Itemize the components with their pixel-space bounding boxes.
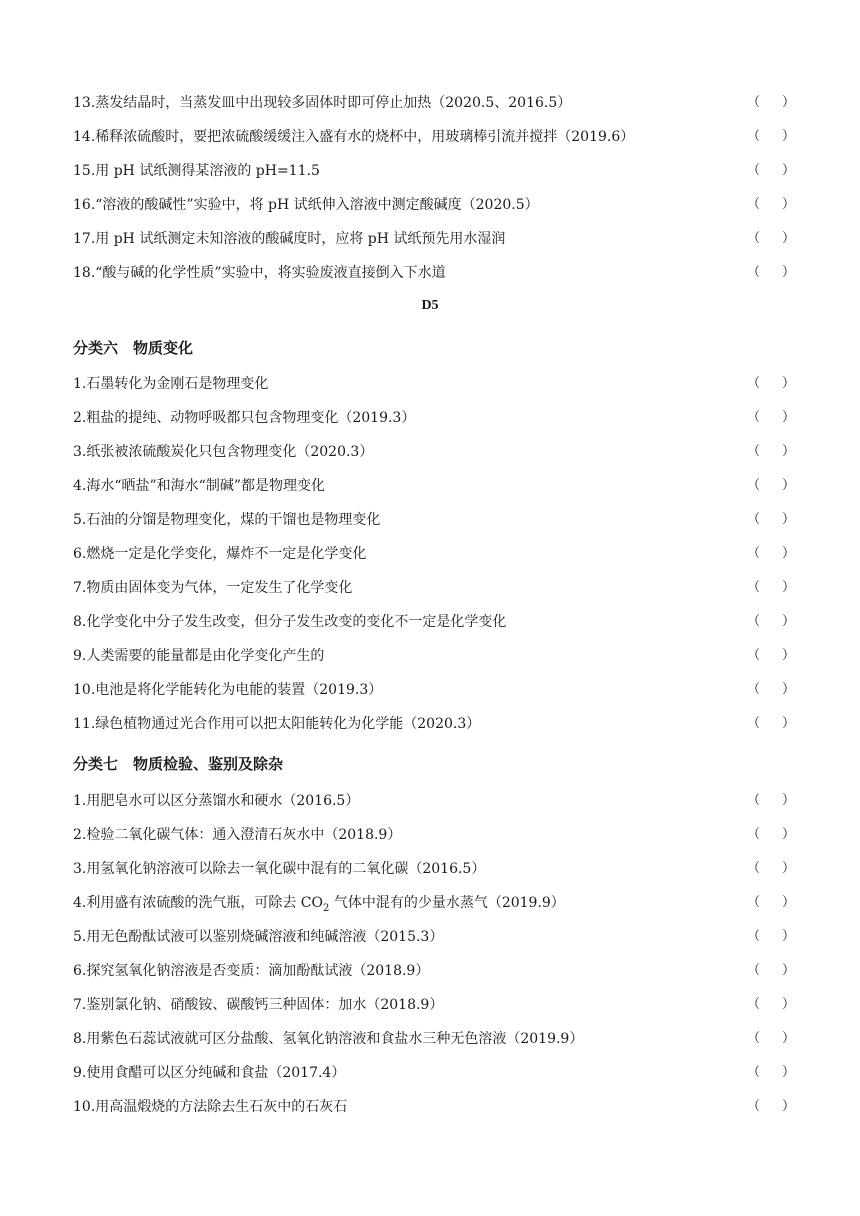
question-item xyxy=(73,469,795,503)
question-item xyxy=(73,1056,795,1090)
answer-bracket[interactable]: （ ） xyxy=(747,929,795,944)
question-item xyxy=(73,154,795,188)
answer-bracket[interactable]: （ ） xyxy=(747,997,795,1012)
divider-label: D5 xyxy=(421,298,439,313)
question-list-section6 xyxy=(73,367,795,741)
answer-bracket[interactable]: （ ） xyxy=(747,614,795,629)
answer-bracket[interactable]: （ ） xyxy=(747,682,795,697)
answer-bracket[interactable]: （ ） xyxy=(747,546,795,561)
question-item xyxy=(73,537,795,571)
answer-bracket[interactable]: （ ） xyxy=(747,716,795,731)
answer-bracket[interactable]: （ ） xyxy=(747,129,795,144)
question-text: 8.用紫色石蕊试液就可区分盐酸、氢氧化钠溶液和食盐水三种无色溶液（2019.9） xyxy=(73,1031,584,1047)
question-text: 3.用氢氧化钠溶液可以除去一氧化碳中混有的二氧化碳（2016.5） xyxy=(73,861,486,877)
question-text: 7.鉴别氯化钠、硝酸铵、碳酸钙三种固体：加水（2018.9） xyxy=(73,997,444,1013)
answer-bracket[interactable]: （ ） xyxy=(747,376,795,391)
answer-bracket[interactable]: （ ） xyxy=(747,793,795,808)
question-item xyxy=(73,401,795,435)
question-item xyxy=(73,188,795,222)
answer-bracket[interactable]: （ ） xyxy=(747,197,795,212)
question-item xyxy=(73,784,795,818)
question-text: 8.化学变化中分子发生改变，但分子发生改变的变化不一定是化学变化 xyxy=(73,614,507,630)
answer-bracket[interactable]: （ ） xyxy=(747,648,795,663)
answer-bracket[interactable]: （ ） xyxy=(747,827,795,842)
question-item xyxy=(73,120,795,154)
answer-bracket[interactable]: （ ） xyxy=(747,265,795,280)
question-text: 10.电池是将化学能转化为电能的装置（2019.3） xyxy=(73,682,383,698)
question-text: 11.绿色植物通过光合作用可以把太阳能转化为化学能（2020.3） xyxy=(73,716,481,732)
question-text: 3.纸张被浓硫酸炭化只包含物理变化（2020.3） xyxy=(73,444,374,460)
answer-bracket[interactable]: （ ） xyxy=(747,580,795,595)
question-item xyxy=(73,852,795,886)
question-text: 15.用 pH 试纸测得某溶液的 pH=11.5 xyxy=(73,163,320,179)
question-item xyxy=(73,818,795,852)
question-text: 17.用 pH 试纸测定未知溶液的酸碱度时，应将 pH 试纸预先用水湿润 xyxy=(73,231,506,247)
question-item xyxy=(73,367,795,401)
answer-bracket[interactable]: （ ） xyxy=(747,895,795,910)
question-text: 14.稀释浓硫酸时，要把浓硫酸缓缓注入盛有水的烧杯中，用玻璃棒引流并搅拌（2019.6） xyxy=(73,129,635,145)
question-item xyxy=(73,222,795,256)
question-item xyxy=(73,954,795,988)
subscript: 2 xyxy=(323,902,330,914)
question-list-intro xyxy=(73,86,795,290)
question-text: 1.用肥皂水可以区分蒸馏水和硬水（2016.5） xyxy=(73,793,360,809)
question-item xyxy=(73,1022,795,1056)
question-item xyxy=(73,605,795,639)
question-text: 9.人类需要的能量都是由化学变化产生的 xyxy=(73,648,325,664)
question-text: 5.石油的分馏是物理变化，煤的干馏也是物理变化 xyxy=(73,512,381,528)
answer-bracket[interactable]: （ ） xyxy=(747,1031,795,1046)
answer-bracket[interactable]: （ ） xyxy=(747,1065,795,1080)
question-item xyxy=(73,886,795,920)
question-item xyxy=(73,639,795,673)
question-list-section7 xyxy=(73,784,795,1124)
question-text: 9.使用食醋可以区分纯碱和食盐（2017.4） xyxy=(73,1065,346,1081)
question-text: 10.用高温煅烧的方法除去生石灰中的石灰石 xyxy=(73,1099,348,1115)
question-item xyxy=(73,86,795,120)
answer-bracket[interactable]: （ ） xyxy=(747,163,795,178)
question-item xyxy=(73,988,795,1022)
question-item xyxy=(73,435,795,469)
answer-bracket[interactable]: （ ） xyxy=(747,512,795,527)
question-item xyxy=(73,707,795,741)
answer-bracket[interactable]: （ ） xyxy=(747,95,795,110)
question-text: 18.“酸与碱的化学性质”实验中，将实验废液直接倒入下水道 xyxy=(73,265,446,281)
question-text: 4.利用盛有浓硫酸的洗气瓶，可除去 $CO_2$ 气体中混有的少量水蒸气（2019.9） xyxy=(73,895,565,914)
question-item xyxy=(73,1090,795,1124)
question-text: 6.探究氢氧化钠溶液是否变质：滴加酚酞试液（2018.9） xyxy=(73,963,430,979)
question-item xyxy=(73,673,795,707)
section-title: 分类六 物质变化 xyxy=(73,339,194,357)
question-text: 7.物质由固体变为气体，一定发生了化学变化 xyxy=(73,580,353,596)
question-text: 2.粗盐的提纯、动物呼吸都只包含物理变化（2019.3） xyxy=(73,410,416,426)
answer-bracket[interactable]: （ ） xyxy=(747,231,795,246)
answer-bracket[interactable]: （ ） xyxy=(747,478,795,493)
question-text: 1.石墨转化为金刚石是物理变化 xyxy=(73,376,269,392)
question-item xyxy=(73,571,795,605)
question-item xyxy=(73,256,795,290)
question-text: 2.检验二氧化碳气体：通入澄清石灰水中（2018.9） xyxy=(73,827,402,843)
answer-bracket[interactable]: （ ） xyxy=(747,1099,795,1114)
answer-bracket[interactable]: （ ） xyxy=(747,861,795,876)
question-text: 6.燃烧一定是化学变化，爆炸不一定是化学变化 xyxy=(73,546,367,562)
question-text: 13.蒸发结晶时，当蒸发皿中出现较多固体时即可停止加热（2020.5、2016.5） xyxy=(73,95,572,111)
answer-bracket[interactable]: （ ） xyxy=(747,963,795,978)
question-text: 4.海水“晒盐”和海水“制碱”都是物理变化 xyxy=(73,478,325,494)
question-item xyxy=(73,503,795,537)
question-text: 16.“溶液的酸碱性”实验中，将 pH 试纸伸入溶液中测定酸碱度（2020.5） xyxy=(73,197,539,213)
answer-bracket[interactable]: （ ） xyxy=(747,444,795,459)
answer-bracket[interactable]: （ ） xyxy=(747,410,795,425)
question-item xyxy=(73,920,795,954)
section-title: 分类七 物质检验、鉴别及除杂 xyxy=(73,755,284,773)
question-text: 5.用无色酚酞试液可以鉴别烧碱溶液和纯碱溶液（2015.3） xyxy=(73,929,444,945)
